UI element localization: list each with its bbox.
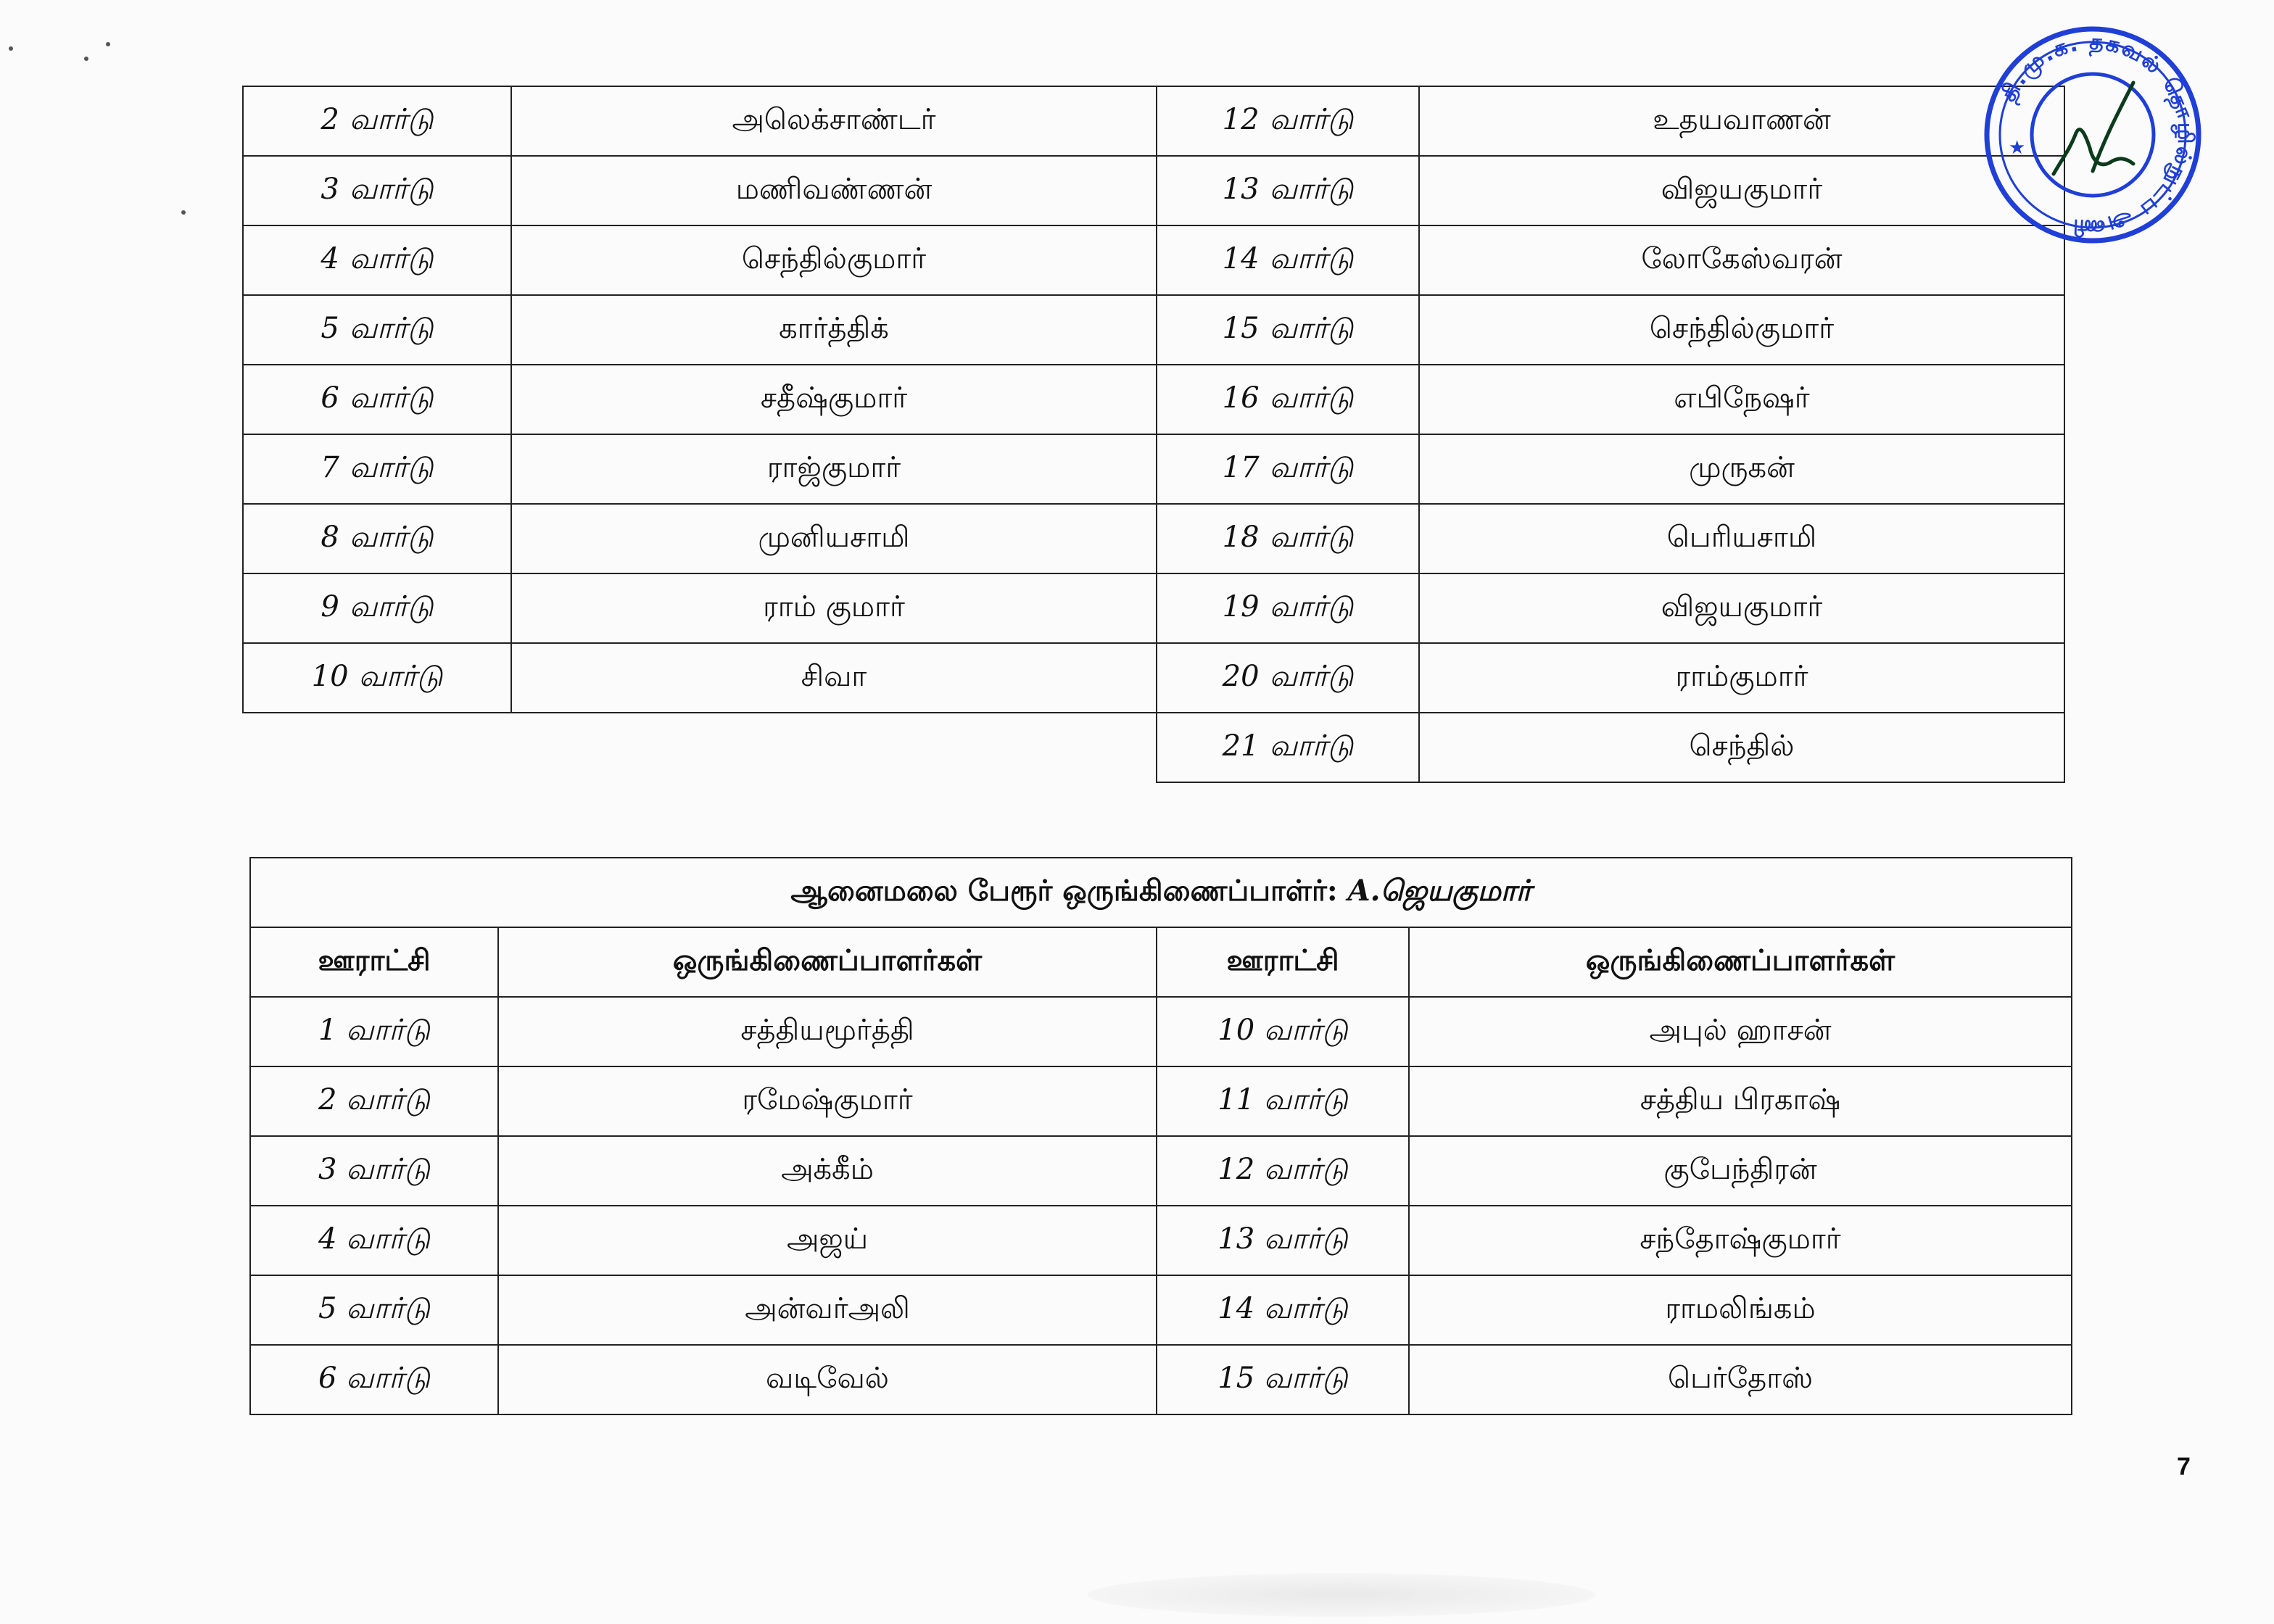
coordinator-name: ராம் குமார்: [511, 573, 1157, 643]
scan-speck: [181, 210, 186, 215]
table-row: [243, 156, 2064, 225]
ward-cell: [243, 225, 511, 295]
ward-cell: 4 வார்டு: [250, 1206, 498, 1275]
ward-label: வார்டு: [349, 381, 434, 415]
anaimalai-coordinators-table: [249, 857, 2072, 1415]
ward-cell: 15 வார்டு: [1157, 1345, 1409, 1414]
ward-number: 13: [1222, 172, 1260, 206]
table-row: [250, 1345, 2072, 1414]
table-row: [250, 1136, 2072, 1206]
ward-label: வார்டு: [1269, 589, 1354, 624]
coordinator-name: சதீஷ்குமார்: [511, 365, 1157, 434]
coordinator-name: ரமேஷ்குமார்: [498, 1066, 1157, 1136]
table-row: [243, 295, 2064, 365]
coordinator-name: முருகன்: [1419, 434, 2064, 504]
ward-number: 3: [321, 172, 339, 206]
ward-label: வார்டு: [349, 520, 434, 554]
ward-cell: [1157, 643, 1419, 713]
ward-cell: [243, 434, 511, 504]
ward-label: வார்டு: [349, 102, 434, 136]
ward-number: 14: [1222, 241, 1260, 276]
upper-table-body: [243, 86, 2064, 782]
ward-cell: [243, 86, 511, 156]
table-row: [243, 643, 2064, 713]
coordinator-name: அன்வர்அலி: [498, 1275, 1157, 1345]
title-prefix: ஆனைமலை பேரூர் ஒருங்கிணைப்பாள்ர்:: [790, 874, 1338, 908]
ward-number: 21: [1222, 729, 1260, 763]
coordinator-name: சிவா: [511, 643, 1157, 713]
chief-coordinator-name: A.ஜெயகுமார்: [1347, 874, 1531, 908]
seal-text: தி.மு.க. தகவல் தொழில்நுட்ப அணி: [1995, 29, 2199, 241]
ward-cell: 5 வார்டு: [250, 1275, 498, 1345]
coordinator-name: மணிவண்ணன்: [511, 156, 1157, 225]
ward-cell: [1157, 156, 1419, 225]
ward-cell: 6 வார்டு: [250, 1345, 498, 1414]
table-row: [250, 1206, 2072, 1275]
ward-number: 10: [311, 659, 349, 693]
seal-circle: [2032, 74, 2154, 196]
ward-label: வார்டு: [349, 589, 434, 624]
table-row: [243, 504, 2064, 573]
ward-number: 6: [321, 381, 339, 415]
ward-label: வார்டு: [1269, 659, 1354, 693]
ward-cell: [243, 504, 511, 573]
coordinator-name: செந்தில்குமார்: [511, 225, 1157, 295]
ward-number: 16: [1222, 381, 1260, 415]
ward-number: 15: [1222, 311, 1260, 345]
coordinator-name: லோகேஸ்வரன்: [1419, 225, 2064, 295]
header-panchayat-right: ஊராட்சி: [1157, 927, 1409, 997]
ward-cell: [243, 573, 511, 643]
header-coordinators-left: ஒருங்கிணைப்பாளர்கள்: [498, 927, 1157, 997]
ward-label: வார்டு: [1269, 172, 1354, 206]
coordinator-name: அலெக்சாண்டர்: [511, 86, 1157, 156]
ward-label: வார்டு: [1269, 311, 1354, 345]
ward-number: 4: [321, 241, 339, 276]
ward-label: வார்டு: [1269, 450, 1354, 484]
ward-label: வார்டு: [1269, 102, 1354, 136]
scan-speck: [106, 42, 110, 46]
coordinator-name: செந்தில்: [1419, 713, 2064, 782]
coordinator-name: அஜய்: [498, 1206, 1157, 1275]
ward-number: 2: [321, 102, 339, 136]
seal-star-icon: ★: [2009, 137, 2026, 159]
ward-cell: [243, 643, 511, 713]
ward-number: 18: [1222, 520, 1260, 554]
ward-number: 5: [321, 311, 339, 345]
ward-cell: [1157, 434, 1419, 504]
ward-label: வார்டு: [1269, 520, 1354, 554]
ward-label: வார்டு: [358, 659, 443, 693]
ward-cell: [1157, 225, 1419, 295]
coordinator-name: பெரியசாமி: [1419, 504, 2064, 573]
coordinator-name: ராமலிங்கம்: [1409, 1275, 2072, 1345]
header-panchayat-left: ஊராட்சி: [250, 927, 498, 997]
page-number: 7: [2177, 1453, 2191, 1480]
ward-number: 20: [1222, 659, 1260, 693]
coordinator-name: அக்கீம்: [498, 1136, 1157, 1206]
ward-number: 19: [1222, 589, 1260, 624]
coordinator-name: சத்தியமூர்த்தி: [498, 997, 1157, 1066]
coordinator-name: பெர்தோஸ்: [1409, 1345, 2072, 1414]
ward-cell: 2 வார்டு: [250, 1066, 498, 1136]
coordinator-name: முனியசாமி: [511, 504, 1157, 573]
table-row: [243, 365, 2064, 434]
ward-label: வார்டு: [349, 450, 434, 484]
ward-cell: 3 வார்டு: [250, 1136, 498, 1206]
party-seal-stamp: [1984, 26, 2201, 244]
ward-cell: [1157, 365, 1419, 434]
coordinator-name: உதயவாணன்: [1419, 86, 2064, 156]
empty-cell: [511, 713, 1157, 782]
empty-cell: [243, 713, 511, 782]
ward-cell: [1157, 295, 1419, 365]
ward-label: வார்டு: [1269, 729, 1354, 763]
ward-cell: 11 வார்டு: [1157, 1066, 1409, 1136]
scan-speck: [9, 46, 13, 51]
ward-cell: 10 வார்டு: [1157, 997, 1409, 1066]
panchayat-coordinator-title: [250, 858, 2072, 927]
ward-cell: [1157, 573, 1419, 643]
table-row: [250, 1275, 2072, 1345]
ward-coordinators-table-upper: [242, 86, 2065, 783]
ward-label: வார்டு: [1269, 241, 1354, 276]
ward-cell: 12 வார்டு: [1157, 1136, 1409, 1206]
ward-number: 8: [321, 520, 339, 554]
table-row: [250, 1066, 2072, 1136]
ward-number: 7: [321, 450, 339, 484]
table-row: [243, 225, 2064, 295]
ward-number: 12: [1222, 102, 1260, 136]
ward-label: வார்டு: [349, 241, 434, 276]
coordinator-name: செந்தில்குமார்: [1419, 295, 2064, 365]
ward-label: வார்டு: [349, 311, 434, 345]
header-row: [250, 927, 2072, 997]
ward-cell: [1157, 86, 1419, 156]
lower-table-body: [250, 997, 2072, 1414]
ward-cell: [1157, 713, 1419, 782]
coordinator-name: சத்திய பிரகாஷ்: [1409, 1066, 2072, 1136]
coordinator-name: அபுல் ஹாசன்: [1409, 997, 2072, 1066]
table-row: [250, 997, 2072, 1066]
table-row: [243, 434, 2064, 504]
title-row: [250, 858, 2072, 927]
ward-number: 17: [1222, 450, 1260, 484]
coordinator-name: கார்த்திக்: [511, 295, 1157, 365]
coordinator-name: ராம்குமார்: [1419, 643, 2064, 713]
table-row: [243, 713, 2064, 782]
ward-cell: 13 வார்டு: [1157, 1206, 1409, 1275]
ward-cell: 1 வார்டு: [250, 997, 498, 1066]
ward-cell: 14 வார்டு: [1157, 1275, 1409, 1345]
ward-cell: [243, 156, 511, 225]
coordinator-name: ராஜ்குமார்: [511, 434, 1157, 504]
coordinator-name: எபிநேஷர்: [1419, 365, 2064, 434]
coordinator-name: குபேந்திரன்: [1409, 1136, 2072, 1206]
ward-number: 9: [321, 589, 339, 624]
ward-cell: [243, 365, 511, 434]
table-row: [243, 86, 2064, 156]
ward-label: வார்டு: [1269, 381, 1354, 415]
signature-mark: [2054, 83, 2133, 174]
scan-speck: [84, 57, 88, 61]
coordinator-name: வடிவேல்: [498, 1345, 1157, 1414]
coordinator-name: விஜயகுமார்: [1419, 156, 2064, 225]
ward-cell: [1157, 504, 1419, 573]
scan-smudge: [1088, 1573, 1595, 1617]
table-row: [243, 573, 2064, 643]
coordinator-name: சந்தோஷ்குமார்: [1409, 1206, 2072, 1275]
ward-label: வார்டு: [349, 172, 434, 206]
ward-cell: [243, 295, 511, 365]
header-coordinators-right: ஒருங்கிணைப்பாளர்கள்: [1409, 927, 2072, 997]
coordinator-name: விஜயகுமார்: [1419, 573, 2064, 643]
